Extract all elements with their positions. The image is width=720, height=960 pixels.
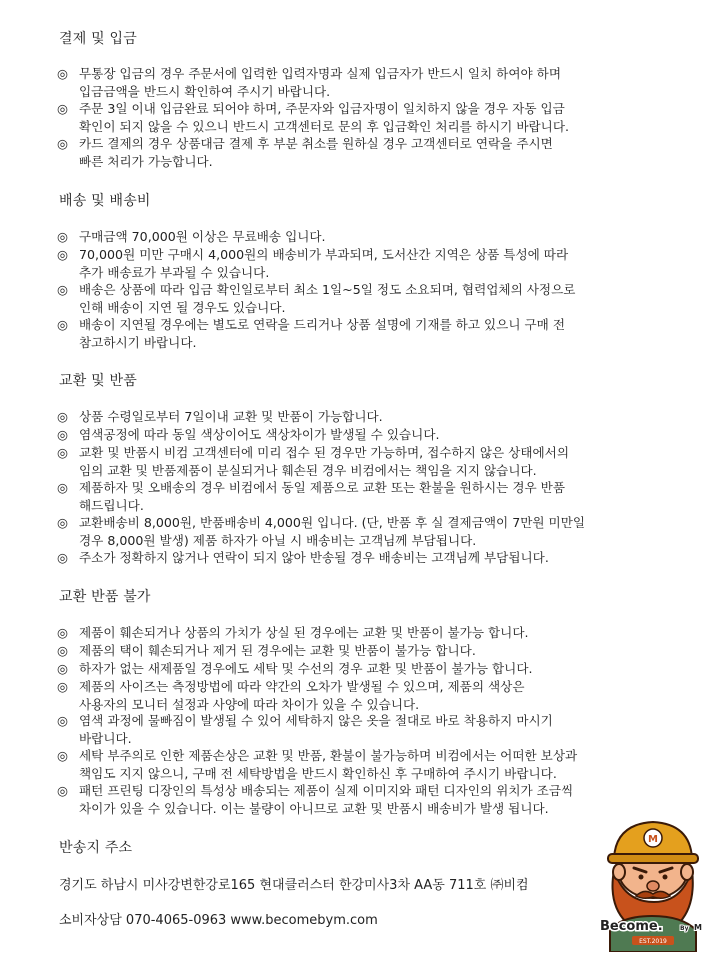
list-item: ◎ 하자가 없는 새제품일 경우에도 세탁 및 수선의 경우 교환 및 반품이 불가능 합니다. (57, 661, 533, 676)
list-item: ◎ 주소가 정확하지 않거나 연락이 되지 않아 반송될 경우 배송비는 고객님께 부담됩니다. (57, 550, 549, 565)
bullet-icon: ◎ (57, 282, 68, 297)
bullet-icon: ◎ (57, 317, 68, 332)
bullet-icon: ◎ (57, 409, 68, 424)
eye-shape (639, 875, 644, 880)
section-title-no-exchange: 교환 반품 불가 (59, 589, 151, 605)
bullet-icon: ◎ (57, 625, 68, 640)
bullet-icon: ◎ (57, 445, 68, 460)
list-item: ◎ 구매금액 70,000원 이상은 무료배송 입니다. (57, 229, 326, 244)
helmet-brim (608, 854, 698, 863)
list-item: ◎ 교환배송비 8,000원, 반품배송비 4,000원 입니다. (단, 반품 후 실 결제금액이 7만원 미만일 경우 8,000원 발생) 제품 하자가 아닐 시 배송비는 고객님께 부담됩니다. (57, 515, 586, 548)
brand-logo (592, 812, 712, 952)
list-item: ◎ 염색공정에 따라 동일 색상이어도 색상차이가 발생될 수 있습니다. (57, 427, 440, 442)
list-item: ◎ 70,000원 미만 구매시 4,000원의 배송비가 부과되며, 도서산간 지역은 상품 특성에 따라 추가 배송료가 부과될 수 있습니다. (57, 247, 569, 280)
helmet-badge-letter: M (648, 834, 658, 845)
list-item: ◎ 제품의 사이즈는 측정방법에 따라 약간의 오차가 발생될 수 있으며, 제품의 색상은 사용자의 모니터 설정과 사양에 따라 차이가 있을 수 있습니다. (57, 679, 525, 712)
bullet-icon: ◎ (57, 661, 68, 676)
bullet-icon: ◎ (57, 247, 68, 262)
bullet-icon: ◎ (57, 101, 68, 116)
list-item: ◎ 배송이 지연될 경우에는 별도로 연락을 드리거나 상품 설명에 기재를 하고 있으니 구매 전 참고하시기 바랍니다. (57, 317, 565, 350)
logo-by: By (680, 925, 689, 932)
list-item: ◎ 제품하자 및 오배송의 경우 비컴에서 동일 제품으로 교환 또는 환불을 원하시는 경우 반품 해드립니다. (57, 480, 565, 513)
list-item: ◎ 상품 수령일로부터 7일이내 교환 및 반품이 가능합니다. (57, 409, 383, 424)
section-title-payment: 결제 및 입금 (59, 31, 137, 47)
ear-shape (613, 864, 625, 880)
bullet-icon: ◎ (57, 643, 68, 658)
list-item: ◎ 교환 및 반품시 비컴 고객센터에 미리 접수 된 경우만 가능하며, 접수하지 않은 상태에서의 임의 교환 및 반품제품이 분실되거나 훼손된 경우 비컴에서는 책임을 지지 않습니다. (57, 445, 570, 478)
bullet-icon: ◎ (57, 136, 68, 151)
bullet-icon: ◎ (57, 515, 68, 530)
list-item: ◎ 배송은 상품에 따라 입금 확인일로부터 최소 1일~5일 정도 소요되며, 협력업체의 사정으로 인해 배송이 지연 될 경우도 있습니다. (57, 282, 576, 315)
ear-shape (681, 864, 693, 880)
bullet-icon: ◎ (57, 66, 68, 81)
list-item: ◎ 세탁 부주의로 인한 제품손상은 교환 및 반품, 환불이 불가능하며 비컴에서는 어떠한 보상과 책임도 지지 않으니, 구매 전 세탁방법을 반드시 확인하신 후 구매하여 주시기 바랍니다. (57, 748, 578, 781)
section-title-shipping: 배송 및 배송비 (59, 193, 151, 209)
bullet-icon: ◎ (57, 679, 68, 694)
list-item: ◎ 주문 3일 이내 입금완료 되어야 하며, 주문자와 입금자명이 일치하지 않을 경우 자동 입금 확인이 되지 않을 수 있으니 반드시 고객센터로 문의 후 입금확인 처리를 하시기 바랍니다. (57, 101, 570, 134)
bullet-icon: ◎ (57, 480, 68, 495)
section-title-exchange: 교환 및 반품 (59, 373, 137, 389)
bullet-icon: ◎ (57, 783, 68, 798)
bullet-icon: ◎ (57, 427, 68, 442)
list-item: ◎ 패턴 프린팅 디장인의 특성상 배송되는 제품이 실제 이미지와 패턴 디자인의 위치가 조금씩 차이가 있을 수 있습니다. 이는 불량이 아니므로 교환 및 반품시 배송비가 발생 됩니다. (57, 783, 574, 816)
list-item: ◎ 제품의 택이 훼손되거나 제거 된 경우에는 교환 및 반품이 불가능 합니다. (57, 643, 476, 658)
list-item: ◎ 무통장 입금의 경우 주문서에 입력한 입력자명과 실제 입금자가 반드시 일치 하여야 하며 입금금액을 반드시 확인하여 주시기 바랍니다. (57, 66, 561, 99)
list-item: ◎ 카드 결제의 경우 상품대금 결제 후 부분 취소를 원하실 경우 고객센터로 연락을 주시면 빠른 처리가 가능합니다. (57, 136, 553, 169)
list-item: ◎ 제품이 훼손되거나 상품의 가치가 상실 된 경우에는 교환 및 반품이 불가능 합니다. (57, 625, 529, 640)
eye-shape (663, 875, 668, 880)
return-address: 경기도 하남시 미사강변한강로165 현대클러스터 한강미사3차 AA동 711호 ㈜비컴 (59, 878, 529, 893)
nose-shape (647, 881, 659, 891)
logo-wordmark: Become. (600, 919, 663, 934)
contact-info: 소비자상담 070-4065-0963 www.becomebym.com (59, 913, 378, 928)
bullet-icon: ◎ (57, 713, 68, 728)
section-title-return-address: 반송지 주소 (59, 840, 133, 856)
logo-m: M (694, 923, 702, 932)
bullet-icon: ◎ (57, 748, 68, 763)
bullet-icon: ◎ (57, 229, 68, 244)
list-item: ◎ 염색 과정에 물빠짐이 발생될 수 있어 세탁하지 않은 옷을 절대로 바로 착용하지 마시기 바랍니다. (57, 713, 553, 746)
logo-est: EST.2019 (639, 938, 667, 945)
bullet-icon: ◎ (57, 550, 68, 565)
